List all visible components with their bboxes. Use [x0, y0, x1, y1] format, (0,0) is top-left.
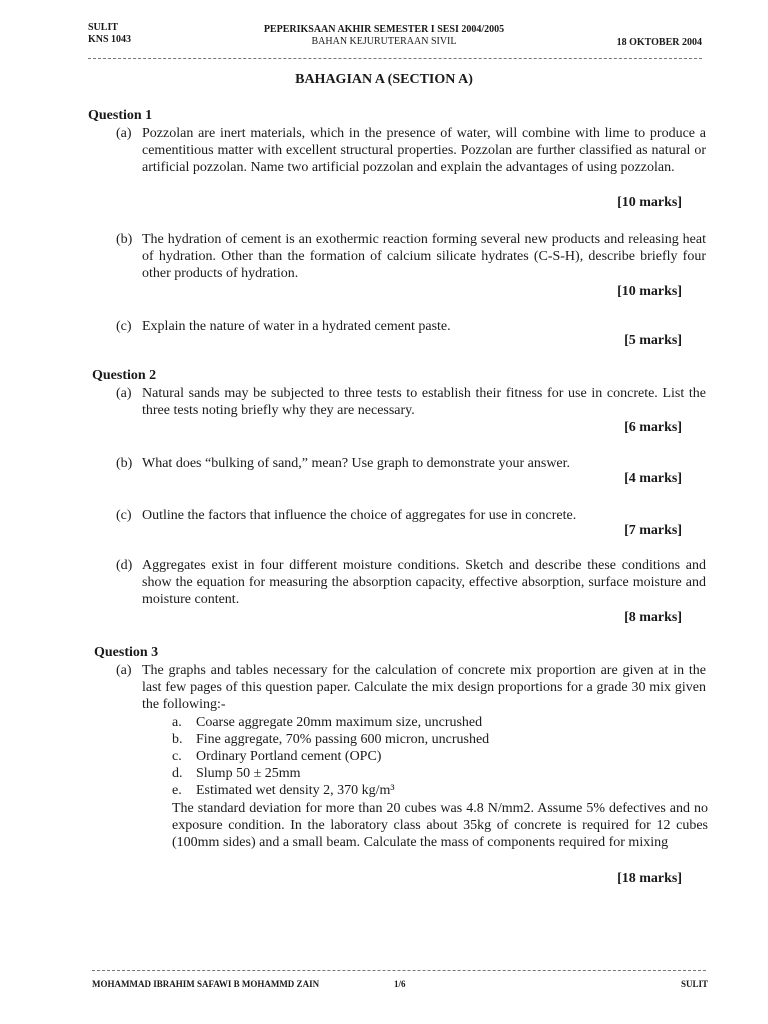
- part-text: Aggregates exist in four different moisture conditions. Sketch and describe these conditions and show the equation for measuring the absorption capacity, effective absorption, surface moisture and moisture content.: [142, 558, 706, 607]
- sub-item-label: d.: [172, 766, 183, 781]
- header-classification: SULIT: [88, 22, 119, 33]
- part-label: (a): [116, 663, 132, 678]
- sub-item-c: [172, 748, 381, 765]
- part-text: Explain the nature of water in a hydrated cement paste.: [142, 319, 451, 334]
- question-2b-marks: [4 marks]: [624, 471, 682, 486]
- question-1c: [116, 318, 706, 335]
- part-text: Outline the factors that influence the choice of aggregates for use in concrete.: [142, 508, 577, 523]
- sub-item-text: Estimated wet density 2, 370 kg/m³: [196, 783, 395, 798]
- sub-item-text: Ordinary Portland cement (OPC): [196, 749, 382, 764]
- part-label: (b): [116, 456, 133, 471]
- footer-divider: [92, 970, 706, 971]
- sub-item-text: Fine aggregate, 70% passing 600 micron, uncrushed: [196, 732, 490, 747]
- sub-item-label: a.: [172, 715, 182, 730]
- exam-date: 18 OKTOBER 2004: [616, 37, 702, 48]
- sub-item-b: [172, 731, 489, 748]
- question-1c-marks: [5 marks]: [624, 333, 682, 348]
- course-name: BAHAN KEJURUTERAAN SIVIL: [311, 36, 457, 47]
- sub-item-label: b.: [172, 732, 183, 747]
- course-code: KNS 1043: [88, 34, 132, 45]
- question-3-title: Question 3: [94, 645, 159, 660]
- part-label: (b): [116, 232, 133, 247]
- sub-item-a: [172, 714, 482, 731]
- question-1-title: Question 1: [88, 108, 153, 123]
- question-2d-marks: [8 marks]: [624, 610, 682, 625]
- sub-item-label: c.: [172, 749, 182, 764]
- footer-author: MOHAMMAD IBRAHIM SAFAWI B MOHAMMD ZAIN: [92, 979, 320, 989]
- question-2d: [116, 557, 706, 608]
- sub-item-e: [172, 782, 395, 799]
- section-title: BAHAGIAN A (SECTION A): [295, 72, 473, 87]
- sub-item-label: e.: [172, 783, 182, 798]
- sub-item-d: [172, 765, 301, 782]
- part-label: (a): [116, 126, 132, 141]
- part-label: (a): [116, 386, 132, 401]
- question-1a: [116, 125, 706, 176]
- question-1b-marks: [10 marks]: [617, 284, 682, 299]
- question-1b: [116, 231, 706, 282]
- part-text: Pozzolan are inert materials, which in the presence of water, will combine with lime to produce a cementitious matter with excellent structural properties. Pozzolan are further classified as natural or artificial pozzolan. Name two artificial pozzolan and explain the advantages of using pozzolan.: [142, 126, 706, 175]
- part-text: Natural sands may be subjected to three tests to establish their fitness for use in concrete. List the three tests noting briefly why they are necessary.: [142, 386, 706, 418]
- part-text: The graphs and tables necessary for the calculation of concrete mix proportion are given at in the last few pages of this question paper. Calculate the mix design proportions for a grade 30 mix given the following:-: [142, 663, 706, 712]
- question-3a-conditions: The standard deviation for more than 20 cubes was 4.8 N/mm2. Assume 5% defectives and no exposure condition. In the laboratory class about 35kg of concrete is required for 12 cubes (100mm sides) and a small beam. Calculate the mass of components required for mixing: [172, 801, 708, 850]
- question-1a-marks: [10 marks]: [617, 195, 682, 210]
- question-2c: [116, 507, 706, 524]
- part-text: What does “bulking of sand,” mean? Use graph to demonstrate your answer.: [142, 456, 571, 471]
- sub-item-text: Coarse aggregate 20mm maximum size, uncrushed: [196, 715, 483, 730]
- question-3a-marks: [18 marks]: [617, 871, 682, 886]
- footer-classification: SULIT: [680, 979, 708, 989]
- question-3a: [116, 662, 706, 713]
- part-label: (d): [116, 558, 133, 573]
- question-2-title: Question 2: [92, 368, 157, 383]
- header-divider: [88, 58, 702, 59]
- question-2c-marks: [7 marks]: [624, 523, 682, 538]
- part-label: (c): [116, 508, 132, 523]
- question-2b: [116, 455, 706, 472]
- exam-title: PEPERIKSAAN AKHIR SEMESTER I SESI 2004/2005: [263, 24, 505, 35]
- page-number: 1/6: [394, 979, 406, 989]
- part-label: (c): [116, 319, 132, 334]
- part-text: The hydration of cement is an exothermic reaction forming several new products and releasing heat of hydration. Other than the formation of calcium silicate hydrates (C-S-H), describe briefly four other products of hydration.: [142, 232, 706, 281]
- sub-item-text: Slump 50 ± 25mm: [196, 766, 301, 781]
- question-2a: [116, 385, 706, 419]
- question-2a-marks: [6 marks]: [624, 420, 682, 435]
